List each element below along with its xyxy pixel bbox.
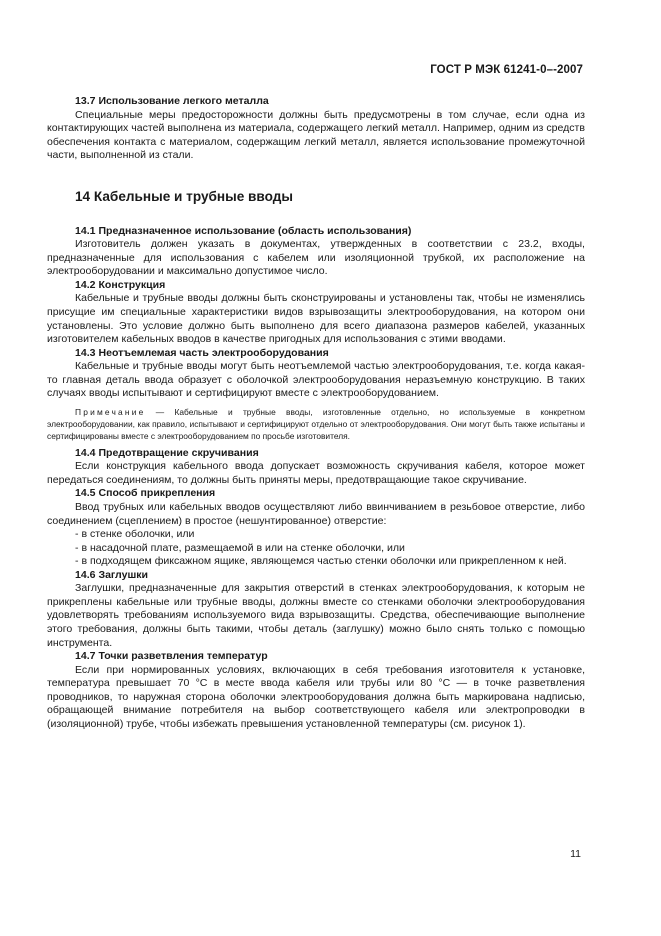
section-14-2-text: Кабельные и трубные вводы должны быть сконструированы и установлены так, чтобы не изменялись присущие им специальные характеристики видов взрывозащиты электрооборудования, на котором они установлены. Это условие должно быть выполнено для всего диапазона размеров кабелей, указанных изготовителем кабельных вводов в качестве пригодных для использования с этими вводами. xyxy=(47,292,585,346)
section-14-6-heading: 14.6 Заглушки xyxy=(75,568,149,581)
list-item: - в насадочной плате, размещаемой в или на стенке оболочки, или xyxy=(75,541,405,554)
note-text: — Кабельные и трубные вводы, изготовленные отдельно, но используемые в конкретном электрооборудовании, как правило, испытывают и сертифицируют отдельно от электрооборудования. Они могут быть также испытаны и сертифицированы вместе с электрооборудованием по просьбе изготовителя. xyxy=(47,406,585,441)
section-14-2-heading: 14.2 Конструкция xyxy=(75,278,166,291)
section-14-heading: 14 Кабельные и трубные вводы xyxy=(75,188,293,204)
section-14-3-heading: 14.3 Неотъемлемая часть электрооборудования xyxy=(75,346,329,359)
section-14-7-heading: 14.7 Точки разветвления температур xyxy=(75,650,268,663)
section-14-5-text: Ввод трубных или кабельных вводов осуществляют либо ввинчиванием в резьбовое отверстие, либо соединением (сцеплением) в простое (нешунтированное) отверстие: xyxy=(47,501,585,527)
list-item: - в подходящем фиксажном ящике, являющемся частью стенки оболочки или прикрепленном к ней. xyxy=(75,555,567,568)
section-14-1-text: Изготовитель должен указать в документах, утвержденных в соответствии с 23.2, входы, предназначенные для использования с кабелем или изоляционной трубкой, их расположение на электрооборудовании и максимально допустимое число. xyxy=(47,238,585,278)
section-14-3-text: Кабельные и трубные вводы могут быть неотъемлемой частью электрооборудования, т.е. когда какая-то главная деталь ввода образует с оболочкой электрооборудования неразъемную конструкцию. В таких случаях вводы испытывают и сертифицируют вместе с электрооборудованием. xyxy=(47,360,585,400)
section-14-1-heading: 14.1 Предназначенное использование (область использования) xyxy=(75,224,412,237)
section-14-3-note xyxy=(47,406,585,442)
section-14-4-heading: 14.4 Предотвращение скручивания xyxy=(75,446,259,459)
section-14-6-text: Заглушки, предназначенные для закрытия отверстий в стенках электрооборудования, к которым не прикреплены кабельные или трубные вводы, должны вместе со стенками оболочки электрооборудования удовлетворять требованиям используемого вида взрывозащиты. Средства, обеспечивающие выполнение этого требования, должны быть такими, чтобы деталь (заглушку) можно было снять только с помощью инструмента. xyxy=(47,582,585,649)
section-14-5-heading: 14.5 Способ прикрепления xyxy=(75,487,216,500)
section-14-7-text: Если при нормированных условиях, включающих в себя требования изготовителя к установке, температура превышает 70 °С в месте ввода кабеля или трубы или 80 °С — в точке разветвления проводников, то наружная сторона оболочки электрооборудования должна быть маркирована надписью, обращающей внимание потребителя на выбор соответствующего кабеля или электропроводки в (изоляционной) трубе, чтобы избежать превышения установленной температуры (см. рисунок 1). xyxy=(47,663,585,730)
page-number: 11 xyxy=(570,848,581,860)
page-content xyxy=(47,95,585,731)
section-13-7-heading: 13.7 Использование легкого металла xyxy=(75,95,269,107)
section-13-7-text: Специальные меры предосторожности должны быть предусмотрены в том случае, если одна из контактирующих частей выполнена из материала, содержащего легкий металл. Например, одним из средств обеспечения контакта с материалом, содержащим легкий металл, является использование промежуточной части, выполненной из стали. xyxy=(47,108,585,162)
section-14-4-text: Если конструкция кабельного ввода допускает возможность скручивания кабеля, которое может передаться соединениям, то должны быть приняты меры, предотвращающие такое скручивание. xyxy=(47,460,585,486)
note-label: Примечание xyxy=(75,406,146,417)
document-number: ГОСТ Р МЭК 61241-0–-2007 xyxy=(430,64,583,76)
list-item: - в стенке оболочки, или xyxy=(75,528,195,541)
